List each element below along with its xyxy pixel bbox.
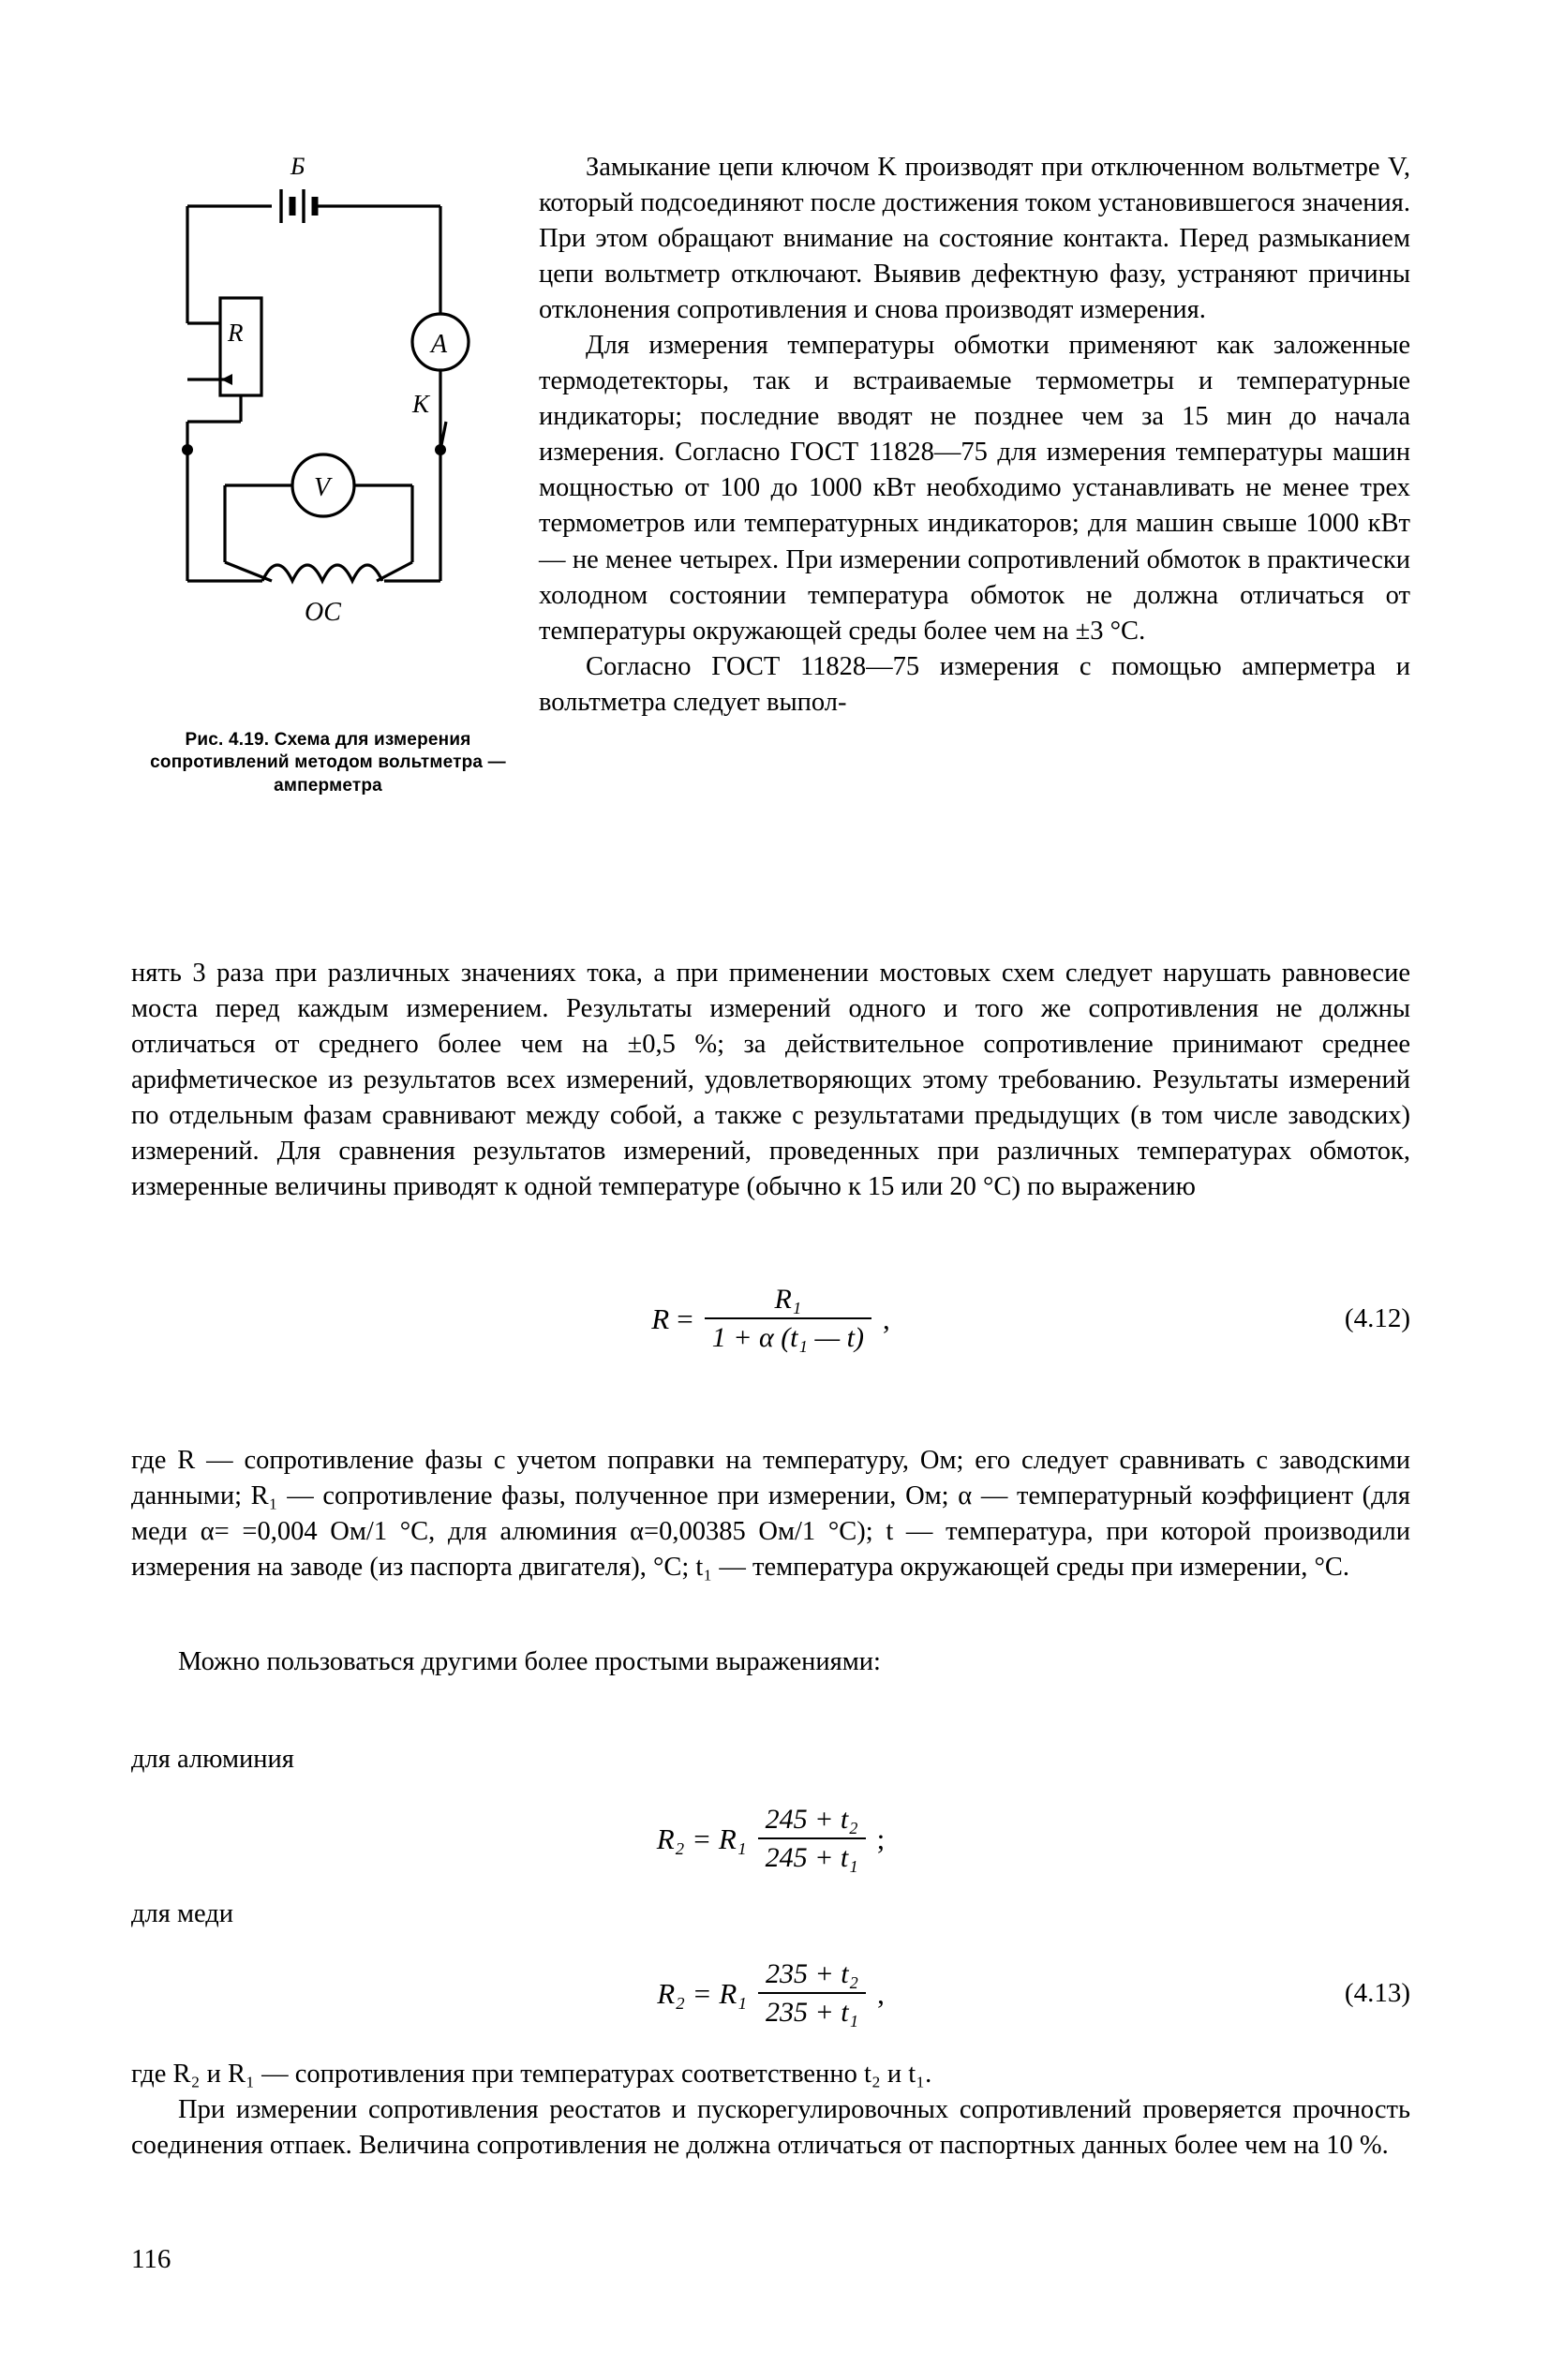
label-for-aluminium: для алюминия xyxy=(131,1745,294,1774)
ammeter-symbol xyxy=(412,314,469,370)
formula-aluminium xyxy=(131,1804,1410,1874)
label-battery: Б xyxy=(290,153,305,180)
figure-caption: Рис. 4.19. Схема для измерения сопротивлений методом вольтметра — амперметра xyxy=(150,730,506,796)
paragraph-7: При измерении сопротивления реостатов и пускорегулировочных сопротивлений проверяется прочность соединения отпаек. Величина сопротивления не должна отличаться от паспортных данных более чем на 10 %. xyxy=(131,2095,1410,2161)
paragraph-5-wrap xyxy=(131,1644,1410,1680)
formula-cu-numerator: 235 + t₂ xyxy=(766,1958,859,1989)
voltmeter-symbol xyxy=(292,454,354,516)
circuit-schematic xyxy=(131,141,534,721)
paragraph-3-head: Согласно ГОСТ 11828—75 измерения с помощью амперметра и вольтметра следует выпол- xyxy=(539,651,1410,717)
label-for-copper: для меди xyxy=(131,1899,234,1928)
label-switch: K xyxy=(412,390,430,418)
formula-412-equals: = xyxy=(677,1302,693,1335)
formula-4-12 xyxy=(131,1284,1410,1354)
formula-alum-trailing: ; xyxy=(876,1822,886,1855)
formula-alum-fraction xyxy=(758,1804,866,1874)
label-voltmeter: V xyxy=(314,473,331,502)
formula-412-numerator: R₁ xyxy=(774,1284,802,1315)
paragraph-1: Замыкание цепи ключом K производят при отключенном вольтметре V, который подсоединяют после достижения током установившегося значения. При этом обращают внимание на состояние контакта. Перед размыканием цепи вольтметр отключают. Выявив дефектную фазу, устраняют причины отклонения сопротивления и снова производят измерения. xyxy=(539,153,1410,325)
paragraph-4: где R — сопротивление фазы с учетом поправки на температуру, Ом; его следует сравнивать с заводскими данными; R₁ — сопротивление фазы, полученное при измерении, Ом; α — температурный коэффициент (для меди α= =0,004 Ом/1 °С, для алюминия α=0,00385 Ом/1 °С); t — температура, при которой производили измерения на заводе (из паспорта двигателя), °С; t₁ — температура окружающей среды при измерении, °С. xyxy=(131,1446,1410,1583)
paragraph-3-body-wrap xyxy=(131,956,1410,1205)
formula-412-fraction xyxy=(705,1284,871,1354)
formula-cu-trailing: , xyxy=(877,1976,885,2010)
formula-cu-denominator: 235 + t₁ xyxy=(758,1992,866,2029)
formula-cu-lhs: R₂ = R₁ xyxy=(657,1976,748,2010)
closing-paragraphs xyxy=(131,2057,1410,2164)
figure-4-19 xyxy=(131,141,553,797)
label-rheostat: R xyxy=(228,319,244,347)
formula-412-lhs: R xyxy=(651,1302,670,1335)
formula-cu-number: (4.13) xyxy=(1344,1978,1410,2008)
page-number: 116 xyxy=(131,2244,171,2274)
right-column-text xyxy=(539,150,1410,721)
paragraph-5: Можно пользоваться другими более простыми выражениями: xyxy=(178,1647,881,1676)
paragraph-3-body: нять 3 раза при различных значениях тока, а при применении мостовых схем следует нарушать равновесие моста перед каждым измерением. Результаты измерений одного и того же сопротивления не должны отличаться от среднего более чем на ±0,5 %; за действительное сопротивление принимают среднее арифметическое из результатов всех измерений, удовлетворяющих этому требованию. Результаты измерений по отдельным фазам сравнивают между собой, а также с результатами предыдущих (в том числе заводских) измерений. Для сравнения результатов измерений, проведенных при различных температурах обмоток, измеренные величины приводят к одной температуре (обычно к 15 или 20 °С) по выражению xyxy=(131,959,1410,1202)
paragraph-2: Для измерения температуры обмотки применяют как заложенные термодетекторы, так и встраиваемые термометры и температурные индикаторы; последние вводят не позднее чем за 15 мин до начала измерения. Согласно ГОСТ 11828—75 для измерения температуры машин мощностью от 100 до 1000 кВт необходимо устанавливать не менее трех термометров или температурных индикаторов; для машин свыше 1000 кВт — не менее четырех. При измерении сопротивлений обмоток в практически холодном состоянии температура обмоток не должна отличаться от температуры окружающей среды более чем на ±3 °С. xyxy=(539,331,1410,646)
label-ammeter: A xyxy=(431,330,448,359)
formula-copper xyxy=(131,1958,1410,2029)
formula-412-number: (4.12) xyxy=(1344,1303,1410,1333)
formula-alum-denominator: 245 + t₁ xyxy=(758,1837,866,1874)
formula-alum-numerator: 245 + t₂ xyxy=(765,1804,858,1835)
rheostat-symbol xyxy=(187,298,261,450)
winding-coil xyxy=(262,565,382,581)
formula-alum-lhs: R₂ = R₁ xyxy=(656,1822,747,1855)
formula-412-denominator: 1 + α (t₁ — t) xyxy=(705,1317,871,1354)
label-winding: ОС xyxy=(305,598,341,627)
circuit-schematic-svg xyxy=(131,141,534,721)
formula-412-trailing: , xyxy=(882,1302,890,1335)
paragraph-6: где R₂ и R₁ — сопротивления при температурах соответственно t₂ и t₁. xyxy=(131,2060,932,2089)
formula-cu-fraction xyxy=(758,1958,866,2029)
paragraph-4-wrap xyxy=(131,1443,1410,1585)
